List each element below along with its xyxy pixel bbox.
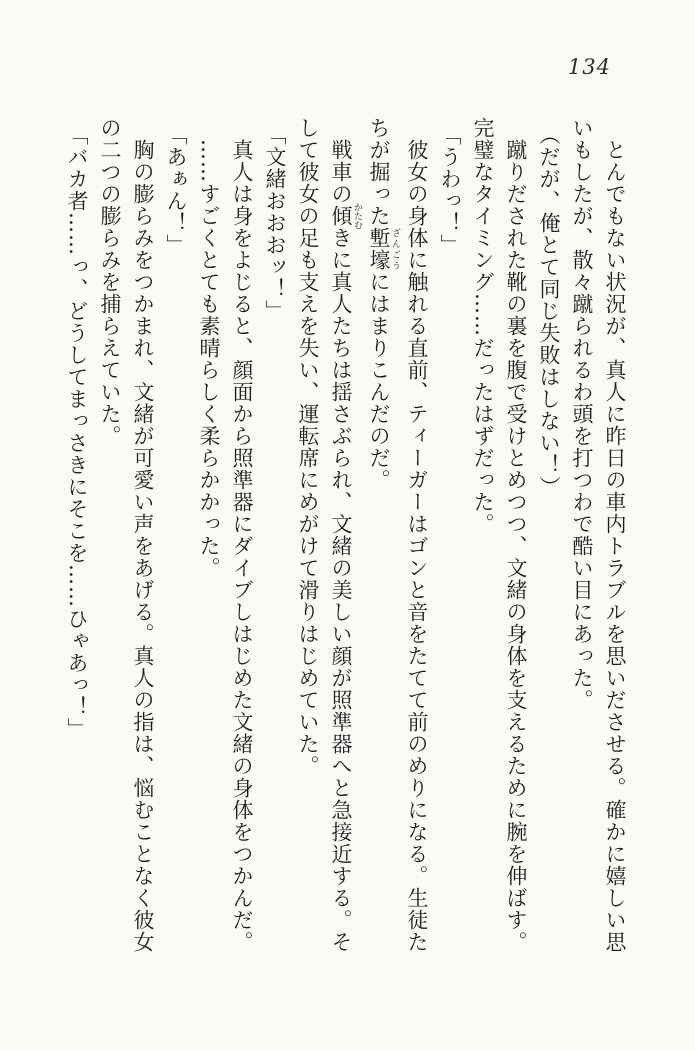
furigana-ruby: 塹壕 ざんごう [367,227,400,271]
text-line: 完璧なタイミング……だったはずだった。 [471,117,495,535]
text-line: 「うわっ！」 [438,124,462,256]
text-line: 「あぁん！」 [164,124,188,256]
furigana-ruby: 傾 かたむ [329,202,362,230]
page-number: 134 [567,55,611,79]
text-line: 真人は身をよじると、顔面から照準器にダイブしはじめた文緒の身体をつかんだ。 [230,139,254,953]
text-line: して彼女の足も支えを失い、運転席にめがけて滑りはじめていた。 [296,117,320,777]
text-line: とんでもない状況が、真人に昨日の車内トラブルを思いださせる。確かに嬉しい思 [603,139,627,953]
text-line: ……すごくとても素晴らしく柔らかかった。 [197,139,221,579]
text-line: 胸の膨らみをつかまれ、文緒が可愛い声をあげる。真人の指は、悩むことなく彼女 [131,139,155,953]
text-line: ちが掘った塹壕 ざんごうにはまりこんだのだ。 [367,117,400,491]
text-line: 戦車の傾 かたむきに真人たちは揺さぶられ、文緒の美しい顔が照準器へと急接近する。そ [329,139,362,953]
text-line: 蹴りだされた靴の裏を腹で受けとめつつ、文緒の身体を支えるために腕を伸ばす。 [504,139,528,953]
text-line: 「文緒おおおッ！」 [263,124,287,322]
text-line: の二つの膨らみを捕らえていた。 [98,117,122,447]
vertical-text-block [65,117,631,973]
text-line: 彼女の身体に触れる直前、ティーガーはゴンと音をたてて前のめりになる。生徒た [405,139,429,953]
text-line: いもしたが、散々蹴られるわ頭を打つわで酷い目にあった。 [570,117,594,711]
furigana-text: ざんごう [390,227,400,271]
text-line: （だが、俺とて同じ失敗はしない！） [537,124,561,498]
furigana-text: かたむ [352,202,362,230]
text-line: 「バカ者……っ、どうしてまっさきにそこを……ひゃあっ！」 [65,124,89,740]
